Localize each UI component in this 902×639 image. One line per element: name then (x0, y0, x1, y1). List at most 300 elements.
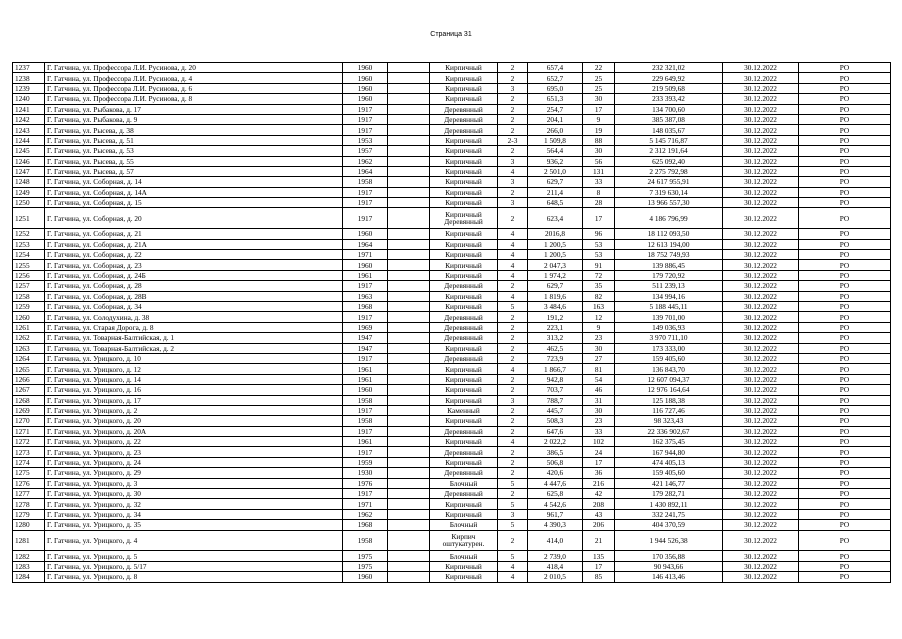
cell-address: Г. Гатчина, ул. Урицкого, д. 10 (45, 353, 343, 363)
cell-address: Г. Гатчина, ул. Рыбакова, д. 17 (45, 104, 343, 114)
cell-wall-material: Кирпичный (430, 364, 498, 374)
cell-extra-field (388, 94, 430, 104)
cell-floors: 3 (498, 156, 528, 166)
cell-cost: 24 617 955,91 (615, 177, 723, 187)
cell-wall-material: Кирпичный (430, 302, 498, 312)
table-row (13, 353, 891, 363)
cell-wall-material: Кирпичный (430, 395, 498, 405)
cell-address: Г. Гатчина, ул. Рысева, д. 57 (45, 166, 343, 176)
cell-wall-material: Кирпичный (430, 198, 498, 208)
cell-row-number: 1275 (13, 468, 45, 478)
cell-program: РО (799, 426, 891, 436)
cell-program: РО (799, 478, 891, 488)
cell-area: 1 200,5 (528, 250, 583, 260)
table-row (13, 94, 891, 104)
cell-row-number: 1260 (13, 312, 45, 322)
cell-row-number: 1274 (13, 457, 45, 467)
cell-floors: 2 (498, 426, 528, 436)
cell-cost: 2 275 792,98 (615, 166, 723, 176)
cell-row-number: 1256 (13, 270, 45, 280)
cell-wall-material: Каменный (430, 405, 498, 415)
cell-cost: 5 188 445,11 (615, 302, 723, 312)
table-row (13, 478, 891, 488)
cell-address: Г. Гатчина, ул. Соборная, д. 15 (45, 198, 343, 208)
cell-floors: 4 (498, 364, 528, 374)
cell-build-year: 1930 (343, 468, 388, 478)
cell-wall-material: Деревянный (430, 353, 498, 363)
cell-area: 4 390,3 (528, 520, 583, 530)
cell-row-number: 1283 (13, 561, 45, 571)
cell-residents: 9 (583, 322, 615, 332)
cell-date: 30.12.2022 (723, 114, 799, 124)
cell-area: 695,0 (528, 83, 583, 93)
cell-program: РО (799, 239, 891, 249)
cell-cost: 12 607 094,37 (615, 374, 723, 384)
cell-date: 30.12.2022 (723, 291, 799, 301)
cell-address: Г. Гатчина, ул. Урицкого, д. 34 (45, 509, 343, 519)
cell-address: Г. Гатчина, ул. Рысева, д. 55 (45, 156, 343, 166)
cell-wall-material: Деревянный (430, 333, 498, 343)
cell-extra-field (388, 478, 430, 488)
cell-build-year: 1975 (343, 561, 388, 571)
cell-floors: 2 (498, 405, 528, 415)
cell-area: 647,6 (528, 426, 583, 436)
cell-floors: 5 (498, 551, 528, 561)
cell-row-number: 1276 (13, 478, 45, 488)
cell-residents: 12 (583, 312, 615, 322)
cell-build-year: 1958 (343, 177, 388, 187)
cell-wall-material: Кирпичный Деревянный (430, 208, 498, 229)
cell-row-number: 1242 (13, 114, 45, 124)
cell-area: 1 509,8 (528, 135, 583, 145)
table-row (13, 437, 891, 447)
cell-date: 30.12.2022 (723, 457, 799, 467)
cell-wall-material: Кирпичный (430, 385, 498, 395)
cell-extra-field (388, 551, 430, 561)
cell-address: Г. Гатчина, ул. Урицкого, д. 32 (45, 499, 343, 509)
cell-residents: 19 (583, 125, 615, 135)
cell-area: 703,7 (528, 385, 583, 395)
cell-address: Г. Гатчина, ул. Профессора Л.И. Русинова, д. 6 (45, 83, 343, 93)
cell-residents: 35 (583, 281, 615, 291)
cell-extra-field (388, 73, 430, 83)
cell-address: Г. Гатчина, ул. Урицкого, д. 17 (45, 395, 343, 405)
cell-address: Г. Гатчина, ул. Урицкого, д. 23 (45, 447, 343, 457)
cell-date: 30.12.2022 (723, 395, 799, 405)
cell-residents: 163 (583, 302, 615, 312)
cell-row-number: 1245 (13, 146, 45, 156)
cell-wall-material: Кирпичный (430, 291, 498, 301)
cell-row-number: 1277 (13, 489, 45, 499)
cell-date: 30.12.2022 (723, 447, 799, 457)
cell-row-number: 1261 (13, 322, 45, 332)
cell-floors: 4 (498, 229, 528, 239)
cell-date: 30.12.2022 (723, 509, 799, 519)
table-row (13, 125, 891, 135)
cell-extra-field (388, 229, 430, 239)
cell-extra-field (388, 281, 430, 291)
cell-area: 651,3 (528, 94, 583, 104)
cell-extra-field (388, 63, 430, 73)
cell-program: РО (799, 73, 891, 83)
cell-row-number: 1270 (13, 416, 45, 426)
cell-floors: 2 (498, 333, 528, 343)
cell-row-number: 1253 (13, 239, 45, 249)
table-row (13, 83, 891, 93)
cell-residents: 96 (583, 229, 615, 239)
cell-date: 30.12.2022 (723, 94, 799, 104)
cell-wall-material: Деревянный (430, 114, 498, 124)
cell-residents: 206 (583, 520, 615, 530)
cell-area: 652,7 (528, 73, 583, 83)
cell-floors: 2 (498, 447, 528, 457)
table-row (13, 447, 891, 457)
table-row (13, 270, 891, 280)
cell-date: 30.12.2022 (723, 239, 799, 249)
table-row (13, 146, 891, 156)
cell-area: 386,5 (528, 447, 583, 457)
cell-area: 223,1 (528, 322, 583, 332)
cell-cost: 474 405,13 (615, 457, 723, 467)
cell-cost: 13 966 557,30 (615, 198, 723, 208)
cell-extra-field (388, 114, 430, 124)
cell-program: РО (799, 281, 891, 291)
cell-row-number: 1267 (13, 385, 45, 395)
cell-wall-material: Кирпичный (430, 177, 498, 187)
cell-extra-field (388, 572, 430, 582)
cell-area: 723,9 (528, 353, 583, 363)
cell-extra-field (388, 166, 430, 176)
cell-date: 30.12.2022 (723, 322, 799, 332)
cell-build-year: 1953 (343, 135, 388, 145)
cell-cost: 1 944 526,38 (615, 530, 723, 551)
table-row (13, 114, 891, 124)
cell-cost: 162 375,45 (615, 437, 723, 447)
cell-residents: 36 (583, 468, 615, 478)
cell-area: 3 484,6 (528, 302, 583, 312)
cell-date: 30.12.2022 (723, 63, 799, 73)
table-row (13, 208, 891, 229)
cell-area: 629,7 (528, 281, 583, 291)
cell-cost: 7 319 630,14 (615, 187, 723, 197)
cell-build-year: 1960 (343, 260, 388, 270)
cell-extra-field (388, 468, 430, 478)
table-row (13, 281, 891, 291)
cell-date: 30.12.2022 (723, 198, 799, 208)
cell-wall-material: Деревянный (430, 447, 498, 457)
cell-program: РО (799, 156, 891, 166)
cell-address: Г. Гатчина, ул. Урицкого, д. 3 (45, 478, 343, 488)
cell-area: 648,5 (528, 198, 583, 208)
cell-build-year: 1960 (343, 83, 388, 93)
cell-program: РО (799, 187, 891, 197)
cell-date: 30.12.2022 (723, 561, 799, 571)
cell-row-number: 1278 (13, 499, 45, 509)
cell-row-number: 1243 (13, 125, 45, 135)
cell-cost: 2 312 191,64 (615, 146, 723, 156)
table-row (13, 302, 891, 312)
cell-row-number: 1255 (13, 260, 45, 270)
cell-extra-field (388, 333, 430, 343)
cell-program: РО (799, 457, 891, 467)
cell-build-year: 1947 (343, 343, 388, 353)
cell-residents: 30 (583, 405, 615, 415)
cell-address: Г. Гатчина, ул. Урицкого, д. 16 (45, 385, 343, 395)
table-row (13, 260, 891, 270)
cell-extra-field (388, 489, 430, 499)
cell-program: РО (799, 572, 891, 582)
cell-date: 30.12.2022 (723, 520, 799, 530)
cell-row-number: 1279 (13, 509, 45, 519)
cell-floors: 4 (498, 250, 528, 260)
cell-address: Г. Гатчина, ул. Соборная, д. 14А (45, 187, 343, 197)
table-row (13, 561, 891, 571)
cell-residents: 25 (583, 83, 615, 93)
cell-address: Г. Гатчина, ул. Соборная, д. 21А (45, 239, 343, 249)
table-row (13, 229, 891, 239)
cell-wall-material: Деревянный (430, 489, 498, 499)
cell-extra-field (388, 437, 430, 447)
cell-address: Г. Гатчина, ул. Рысева, д. 51 (45, 135, 343, 145)
table-row (13, 166, 891, 176)
cell-residents: 28 (583, 198, 615, 208)
cell-row-number: 1264 (13, 353, 45, 363)
cell-floors: 5 (498, 302, 528, 312)
cell-residents: 21 (583, 530, 615, 551)
cell-residents: 216 (583, 478, 615, 488)
cell-wall-material: Блочный (430, 478, 498, 488)
cell-floors: 2 (498, 281, 528, 291)
cell-floors: 4 (498, 291, 528, 301)
cell-residents: 91 (583, 260, 615, 270)
cell-cost: 12 976 164,64 (615, 385, 723, 395)
cell-floors: 5 (498, 520, 528, 530)
cell-extra-field (388, 177, 430, 187)
table-row (13, 364, 891, 374)
cell-cost: 173 333,00 (615, 343, 723, 353)
cell-cost: 139 701,00 (615, 312, 723, 322)
cell-build-year: 1961 (343, 437, 388, 447)
cell-area: 625,8 (528, 489, 583, 499)
cell-date: 30.12.2022 (723, 572, 799, 582)
cell-row-number: 1252 (13, 229, 45, 239)
cell-residents: 17 (583, 561, 615, 571)
cell-cost: 116 727,46 (615, 405, 723, 415)
cell-build-year: 1917 (343, 114, 388, 124)
cell-date: 30.12.2022 (723, 156, 799, 166)
cell-residents: 53 (583, 250, 615, 260)
cell-wall-material: Кирпичный (430, 73, 498, 83)
cell-residents: 53 (583, 239, 615, 249)
cell-wall-material: Кирпичный (430, 572, 498, 582)
cell-program: РО (799, 208, 891, 229)
cell-extra-field (388, 499, 430, 509)
cell-extra-field (388, 405, 430, 415)
cell-program: РО (799, 114, 891, 124)
cell-program: РО (799, 489, 891, 499)
cell-area: 211,4 (528, 187, 583, 197)
cell-residents: 43 (583, 509, 615, 519)
cell-date: 30.12.2022 (723, 166, 799, 176)
cell-date: 30.12.2022 (723, 468, 799, 478)
cell-floors: 2 (498, 374, 528, 384)
cell-floors: 2 (498, 312, 528, 322)
cell-area: 1 200,5 (528, 239, 583, 249)
table-row (13, 187, 891, 197)
cell-cost: 511 239,13 (615, 281, 723, 291)
cell-floors: 3 (498, 198, 528, 208)
cell-area: 4 542,6 (528, 499, 583, 509)
cell-extra-field (388, 353, 430, 363)
cell-cost: 179 720,92 (615, 270, 723, 280)
cell-extra-field (388, 270, 430, 280)
cell-residents: 135 (583, 551, 615, 561)
cell-floors: 3 (498, 177, 528, 187)
cell-cost: 179 282,71 (615, 489, 723, 499)
cell-build-year: 1962 (343, 509, 388, 519)
cell-wall-material: Кирпичный (430, 250, 498, 260)
cell-extra-field (388, 312, 430, 322)
cell-wall-material: Деревянный (430, 125, 498, 135)
cell-program: РО (799, 83, 891, 93)
cell-program: РО (799, 94, 891, 104)
cell-extra-field (388, 364, 430, 374)
cell-build-year: 1917 (343, 125, 388, 135)
cell-area: 2 739,0 (528, 551, 583, 561)
cell-residents: 88 (583, 135, 615, 145)
cell-date: 30.12.2022 (723, 385, 799, 395)
cell-extra-field (388, 302, 430, 312)
cell-row-number: 1273 (13, 447, 45, 457)
cell-address: Г. Гатчина, ул. Соборная, д. 20 (45, 208, 343, 229)
cell-address: Г. Гатчина, ул. Урицкого, д. 29 (45, 468, 343, 478)
cell-floors: 2 (498, 353, 528, 363)
page-header: Страница 31 (430, 31, 472, 38)
cell-extra-field (388, 187, 430, 197)
cell-build-year: 1971 (343, 499, 388, 509)
cell-address: Г. Гатчина, ул. Соборная, д. 23 (45, 260, 343, 270)
cell-wall-material: Кирпичный (430, 437, 498, 447)
cell-area: 788,7 (528, 395, 583, 405)
cell-program: РО (799, 437, 891, 447)
cell-program: РО (799, 374, 891, 384)
cell-build-year: 1960 (343, 229, 388, 239)
cell-residents: 30 (583, 94, 615, 104)
cell-floors: 4 (498, 270, 528, 280)
cell-floors: 2 (498, 322, 528, 332)
cell-date: 30.12.2022 (723, 125, 799, 135)
cell-cost: 332 241,75 (615, 509, 723, 519)
cell-wall-material: Кирпичный (430, 374, 498, 384)
cell-program: РО (799, 291, 891, 301)
table-row (13, 322, 891, 332)
cell-area: 266,0 (528, 125, 583, 135)
cell-cost: 139 886,45 (615, 260, 723, 270)
cell-build-year: 1976 (343, 478, 388, 488)
cell-residents: 17 (583, 208, 615, 229)
cell-program: РО (799, 302, 891, 312)
cell-floors: 2 (498, 468, 528, 478)
table-row (13, 468, 891, 478)
table-row (13, 374, 891, 384)
cell-program: РО (799, 104, 891, 114)
cell-row-number: 1248 (13, 177, 45, 187)
cell-program: РО (799, 198, 891, 208)
cell-floors: 2 (498, 73, 528, 83)
cell-row-number: 1238 (13, 73, 45, 83)
cell-extra-field (388, 385, 430, 395)
cell-address: Г. Гатчина, ул. Урицкого, д. 14 (45, 374, 343, 384)
cell-cost: 134 700,60 (615, 104, 723, 114)
cell-program: РО (799, 416, 891, 426)
cell-residents: 23 (583, 333, 615, 343)
cell-date: 30.12.2022 (723, 343, 799, 353)
cell-wall-material: Кирпичный (430, 187, 498, 197)
table-row (13, 405, 891, 415)
cell-row-number: 1268 (13, 395, 45, 405)
cell-address: Г. Гатчина, ул. Соборная, д. 28В (45, 291, 343, 301)
cell-date: 30.12.2022 (723, 333, 799, 343)
cell-build-year: 1917 (343, 447, 388, 457)
cell-program: РО (799, 343, 891, 353)
table-row (13, 385, 891, 395)
cell-wall-material: Блочный (430, 551, 498, 561)
cell-build-year: 1958 (343, 530, 388, 551)
cell-floors: 2 (498, 125, 528, 135)
cell-extra-field (388, 208, 430, 229)
cell-area: 2016,8 (528, 229, 583, 239)
cell-program: РО (799, 509, 891, 519)
cell-address: Г. Гатчина, ул. Урицкого, д. 8 (45, 572, 343, 582)
cell-program: РО (799, 322, 891, 332)
table-row (13, 135, 891, 145)
cell-row-number: 1272 (13, 437, 45, 447)
cell-row-number: 1258 (13, 291, 45, 301)
cell-extra-field (388, 156, 430, 166)
cell-extra-field (388, 447, 430, 457)
cell-floors: 2 (498, 63, 528, 73)
cell-extra-field (388, 322, 430, 332)
cell-address: Г. Гатчина, ул. Рыбакова, д. 9 (45, 114, 343, 124)
table-row (13, 63, 891, 73)
cell-extra-field (388, 125, 430, 135)
cell-build-year: 1969 (343, 322, 388, 332)
cell-floors: 5 (498, 499, 528, 509)
cell-extra-field (388, 83, 430, 93)
cell-address: Г. Гатчина, ул. Урицкого, д. 2 (45, 405, 343, 415)
cell-date: 30.12.2022 (723, 302, 799, 312)
cell-address: Г. Гатчина, ул. Товарная-Балтийская, д. 1 (45, 333, 343, 343)
cell-extra-field (388, 457, 430, 467)
cell-extra-field (388, 561, 430, 571)
cell-address: Г. Гатчина, ул. Рысева, д. 53 (45, 146, 343, 156)
table-row (13, 395, 891, 405)
cell-wall-material: Кирпичный (430, 94, 498, 104)
cell-build-year: 1917 (343, 312, 388, 322)
table-row (13, 250, 891, 260)
cell-program: РО (799, 270, 891, 280)
cell-wall-material: Кирпичный (430, 166, 498, 176)
table-row (13, 343, 891, 353)
cell-build-year: 1960 (343, 385, 388, 395)
cell-floors: 4 (498, 561, 528, 571)
cell-area: 506,8 (528, 457, 583, 467)
cell-residents: 208 (583, 499, 615, 509)
cell-date: 30.12.2022 (723, 499, 799, 509)
cell-row-number: 1281 (13, 530, 45, 551)
cell-extra-field (388, 291, 430, 301)
cell-cost: 625 092,40 (615, 156, 723, 166)
